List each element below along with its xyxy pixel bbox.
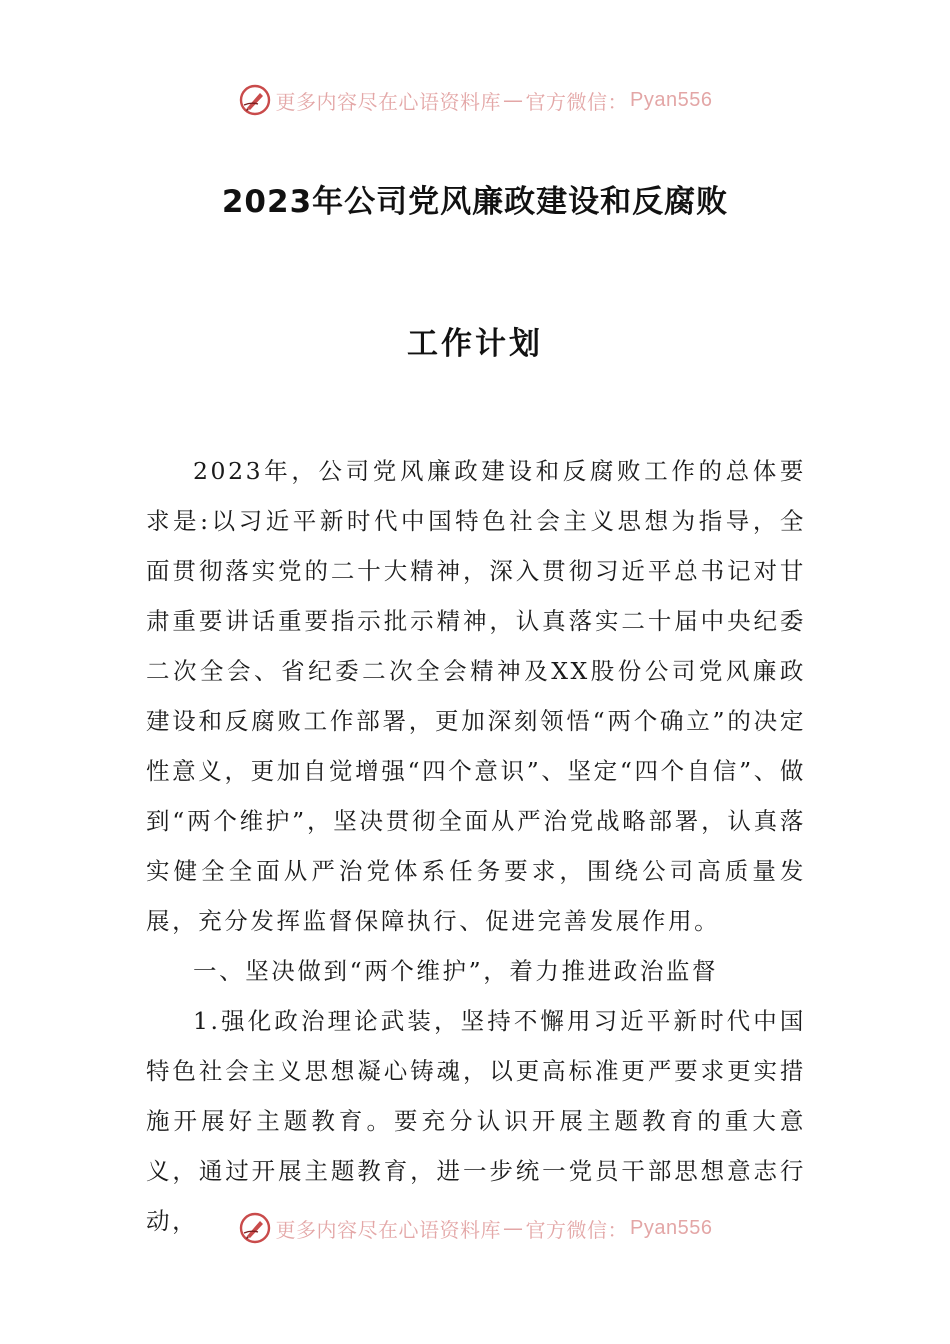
watermark-wechat-id: Pyan556 (630, 88, 713, 111)
section-heading-1: 一、坚决做到“两个维护”，着力推进政治监督 (193, 957, 719, 985)
pen-circle-logo-icon (238, 83, 272, 117)
watermark-separator: — (503, 88, 524, 112)
paragraph-item-1: 1.强化政治理论武装，坚持不懈用习近平新时代中国特色社会主义思想凝心铸魂，以更高标准更严要求更实措施开展好主题教育。要充分认识开展主题教育的重大意义，通过开展主题教育，进一步统一党员干部思想意志行动， (146, 1007, 806, 1235)
document-body (146, 446, 806, 1246)
watermark-wechat-label: 官方微信： (525, 1217, 629, 1242)
watermark-separator: — (503, 1216, 524, 1240)
pen-circle-logo-icon (238, 1211, 272, 1245)
document-title-line-2: 工作计划 (407, 326, 543, 362)
watermark-footer (0, 1208, 950, 1248)
watermark-wechat-id: Pyan556 (630, 1216, 713, 1239)
watermark-brand: 更多内容尽在心语资料库 (275, 1217, 502, 1242)
paragraph-intro: 2023年，公司党风廉政建设和反腐败工作的总体要求是:以习近平新时代中国特色社会主义思想为指导，全面贯彻落实党的二十大精神，深入贯彻习近平总书记对甘肃重要讲话重要指示批示精神，认真落实二十届中央纪委二次全会、省纪委二次全会精神及XX股份公司党风廉政建设和反腐败工作部署，更加深刻领悟“两个确立”的决定性意义，更加自觉增强“四个意识”、坚定“四个自信”、做到“两个维护”，坚决贯彻全面从严治党战略部署，认真落实健全全面从严治党体系任务要求，围绕公司高质量发展，充分发挥监督保障执行、促进完善发展作用。 (146, 457, 806, 935)
watermark-brand: 更多内容尽在心语资料库 (275, 89, 502, 114)
watermark-wechat-label: 官方微信： (525, 89, 629, 114)
document-title-line-1: 2023年公司党风廉政建设和反腐败 (221, 184, 729, 220)
watermark-header (0, 80, 950, 120)
